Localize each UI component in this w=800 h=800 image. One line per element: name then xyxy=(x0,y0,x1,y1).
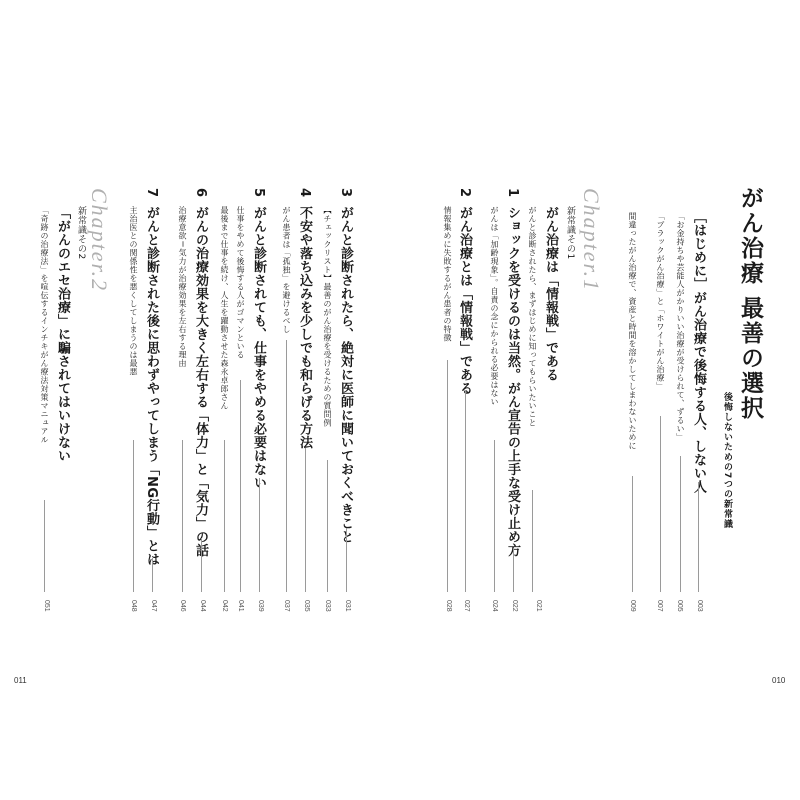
leader-rule xyxy=(532,490,533,592)
right-page xyxy=(400,0,800,800)
section-3-number: 3 xyxy=(338,188,353,198)
leader-rule xyxy=(152,558,153,592)
leader-rule xyxy=(286,340,287,592)
section-7-number: 7 xyxy=(144,188,159,198)
chapter2-title: 「がんのエセ治療」に騙されてはいけない xyxy=(55,206,70,463)
page-number: 044 xyxy=(199,600,206,612)
chapter1-kicker: 新常識その1 xyxy=(565,206,575,260)
page-number: 033 xyxy=(324,600,331,612)
chapter1-lead: がんと診断されたら、まずはじめに知ってもらいたいこと xyxy=(528,206,537,427)
page-folio: 011 xyxy=(14,676,27,685)
section-4-heading: 不安や落ち込みを少しでも和らげる方法 xyxy=(297,206,312,449)
page-number: 003 xyxy=(696,600,703,612)
intro-heading: ［はじめに］がん治療で後悔する人、しない人 xyxy=(691,210,706,494)
leader-rule xyxy=(660,416,661,592)
leader-rule xyxy=(465,390,466,592)
leader-rule xyxy=(44,500,45,592)
section-6-heading: がんの治療効果を大きく左右する「体力」と「気力」の話 xyxy=(193,206,208,557)
leader-rule xyxy=(632,476,633,592)
leader-rule xyxy=(240,380,241,592)
section-6-sub: 治療意欲＝気力が治療効果を左右する理由 xyxy=(178,206,187,368)
section-5-sub-1: 仕事をやめて後悔する人がゴマンといる xyxy=(236,206,245,359)
section-2-number: 2 xyxy=(457,188,472,198)
book-title: がん治療 最善の選択 xyxy=(737,186,763,422)
chapter2-kicker: 新常識その2 xyxy=(76,206,86,260)
intro-line-2: 「ブラックがん治療」と「ホワイトがん治療」 xyxy=(656,212,665,391)
intro-line-3: 間違ったがん治療で、資産と時間を溶かしてしまわないために xyxy=(628,212,637,450)
page-number: 024 xyxy=(491,600,498,612)
chapter2-lead: 「奇跡の治療法」を喧伝するインチキがん療法対策マニュアル xyxy=(40,206,49,444)
page-number: 039 xyxy=(257,600,264,612)
page-number: 027 xyxy=(463,600,470,612)
leader-rule xyxy=(305,448,306,592)
page-number: 031 xyxy=(344,600,351,612)
section-5-heading: がんと診断されても、仕事をやめる必要はない xyxy=(251,206,266,490)
section-6-number: 6 xyxy=(193,188,208,198)
section-7-heading: がんと診断された後に思わずやってしまう「NG行動」とは xyxy=(144,206,159,567)
section-4-number: 4 xyxy=(297,188,312,198)
section-3-heading: がんと診断されたら、絶対に医師に聞いておくべきこと xyxy=(338,206,353,544)
page-number: 047 xyxy=(150,600,157,612)
page-number: 046 xyxy=(179,600,186,612)
intro-line-1: 「お金持ちや芸能人がかりいい治療が受けられて、ずるい」 xyxy=(676,212,685,442)
chapter1-label: Chapter.1 xyxy=(579,188,604,293)
page-number: 035 xyxy=(303,600,310,612)
page-number: 007 xyxy=(656,600,663,612)
leader-rule xyxy=(513,548,514,592)
section-2-sub: 情報集めに失敗するがん患者の特徴 xyxy=(443,206,452,342)
page-folio: 010 xyxy=(772,676,786,685)
page-number: 028 xyxy=(445,600,452,612)
section-5-sub-2: 最後まで仕事を続け、人生を躍動させた森永卓郎さん xyxy=(220,206,229,410)
leader-rule xyxy=(259,478,260,592)
page-number: 037 xyxy=(283,600,290,612)
leader-rule xyxy=(346,528,347,592)
leader-rule xyxy=(680,456,681,592)
leader-rule xyxy=(182,440,183,592)
section-4-sub: がん患者は「孤独」を避けるべし xyxy=(282,206,291,334)
page-number: 048 xyxy=(130,600,137,612)
book-subtitle: 後悔しないための7つの新常識 xyxy=(722,392,732,530)
leader-rule xyxy=(201,538,202,592)
leader-rule xyxy=(698,482,699,592)
page-number: 005 xyxy=(676,600,683,612)
chapter2-label: Chapter.2 xyxy=(87,188,112,293)
section-2-heading: がん治療とは「情報戦」である xyxy=(457,206,472,395)
page-number: 021 xyxy=(535,600,542,612)
leader-rule xyxy=(494,440,495,592)
page-number: 009 xyxy=(629,600,636,612)
leader-rule xyxy=(133,440,134,592)
chapter1-title: がん治療は「情報戦」である xyxy=(543,206,558,382)
section-1-number: 1 xyxy=(505,188,520,198)
leader-rule xyxy=(327,460,328,592)
page-number: 041 xyxy=(237,600,244,612)
page-number: 042 xyxy=(221,600,228,612)
section-7-sub: 主治医との関係性を悪くしてしまうのは最悪 xyxy=(129,206,138,376)
page-number: 051 xyxy=(43,600,50,612)
leader-rule xyxy=(447,360,448,592)
leader-rule xyxy=(224,440,225,592)
section-1-sub: がんは「加齢現象」。自責の念にかられる必要はない xyxy=(490,206,499,406)
section-1-heading: ショックを受けるのは当然。がん宣告の上手な受け止め方 xyxy=(505,206,520,557)
section-5-number: 5 xyxy=(251,188,266,198)
page-number: 022 xyxy=(511,600,518,612)
section-3-sub: 【チェックリスト】最善のがん治療を受けるための質問例 xyxy=(323,206,332,427)
